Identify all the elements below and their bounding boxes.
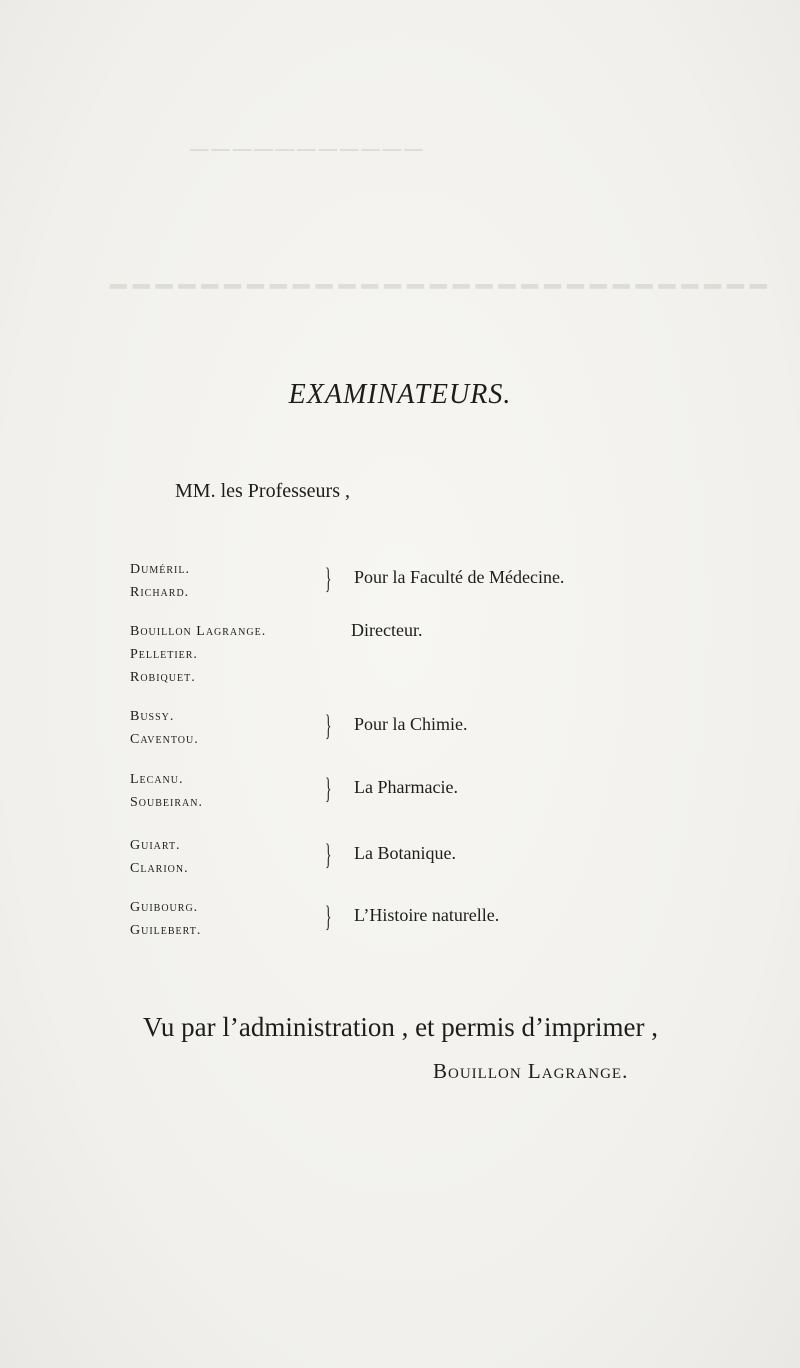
examiner-name: Richard. [130, 585, 190, 600]
bleed-through-text: ─────────── [190, 135, 426, 164]
brace-symbol: } [325, 838, 332, 871]
examiner-name: Clarion. [130, 861, 189, 876]
examiner-names [130, 558, 190, 604]
examiner-name: Duméril. [130, 562, 190, 577]
professors-intro: MM. les Professeurs , [175, 480, 350, 502]
examiner-name: Pelletier. [130, 647, 198, 662]
examiner-name: Bouillon Lagrange. [130, 624, 267, 639]
examiner-names [130, 768, 203, 814]
brace-symbol: } [325, 900, 332, 933]
signature-line: Bouillon Lagrange. [433, 1059, 629, 1083]
page-title: EXAMINATEURS. [288, 379, 512, 410]
examiner-names [130, 896, 201, 942]
brace-symbol: } [325, 709, 332, 742]
approval-statement: Vu par l’administration , et permis d’imprimer , [143, 1012, 659, 1042]
examiner-name: Caventou. [130, 732, 199, 747]
brace-symbol: } [325, 772, 332, 805]
examiner-names [130, 620, 266, 689]
examiner-role: Pour la Faculté de Médecine. [354, 567, 565, 587]
examiner-names [130, 705, 199, 751]
examiner-role: La Pharmacie. [354, 777, 458, 797]
examiner-name: Bussy. [130, 709, 175, 724]
examiner-name: Guiart. [130, 838, 181, 853]
examiner-names [130, 834, 189, 880]
examiner-name: Guibourg. [130, 900, 199, 915]
examiner-name: Lecanu. [130, 772, 184, 787]
examiner-name: Guilebert. [130, 923, 202, 938]
bleed-through-text: ━━━━━━━━━━━━━━━━━━━━━━━━━━━━━ [110, 272, 773, 303]
examiner-role: La Botanique. [354, 843, 456, 863]
examiner-name: Soubeiran. [130, 795, 203, 810]
brace-symbol: } [325, 562, 332, 595]
examiner-name: Robiquet. [130, 670, 196, 685]
examiner-role: Pour la Chimie. [354, 714, 468, 734]
examiner-role: Directeur. [351, 620, 423, 640]
examiner-role: L’Histoire naturelle. [354, 905, 500, 925]
